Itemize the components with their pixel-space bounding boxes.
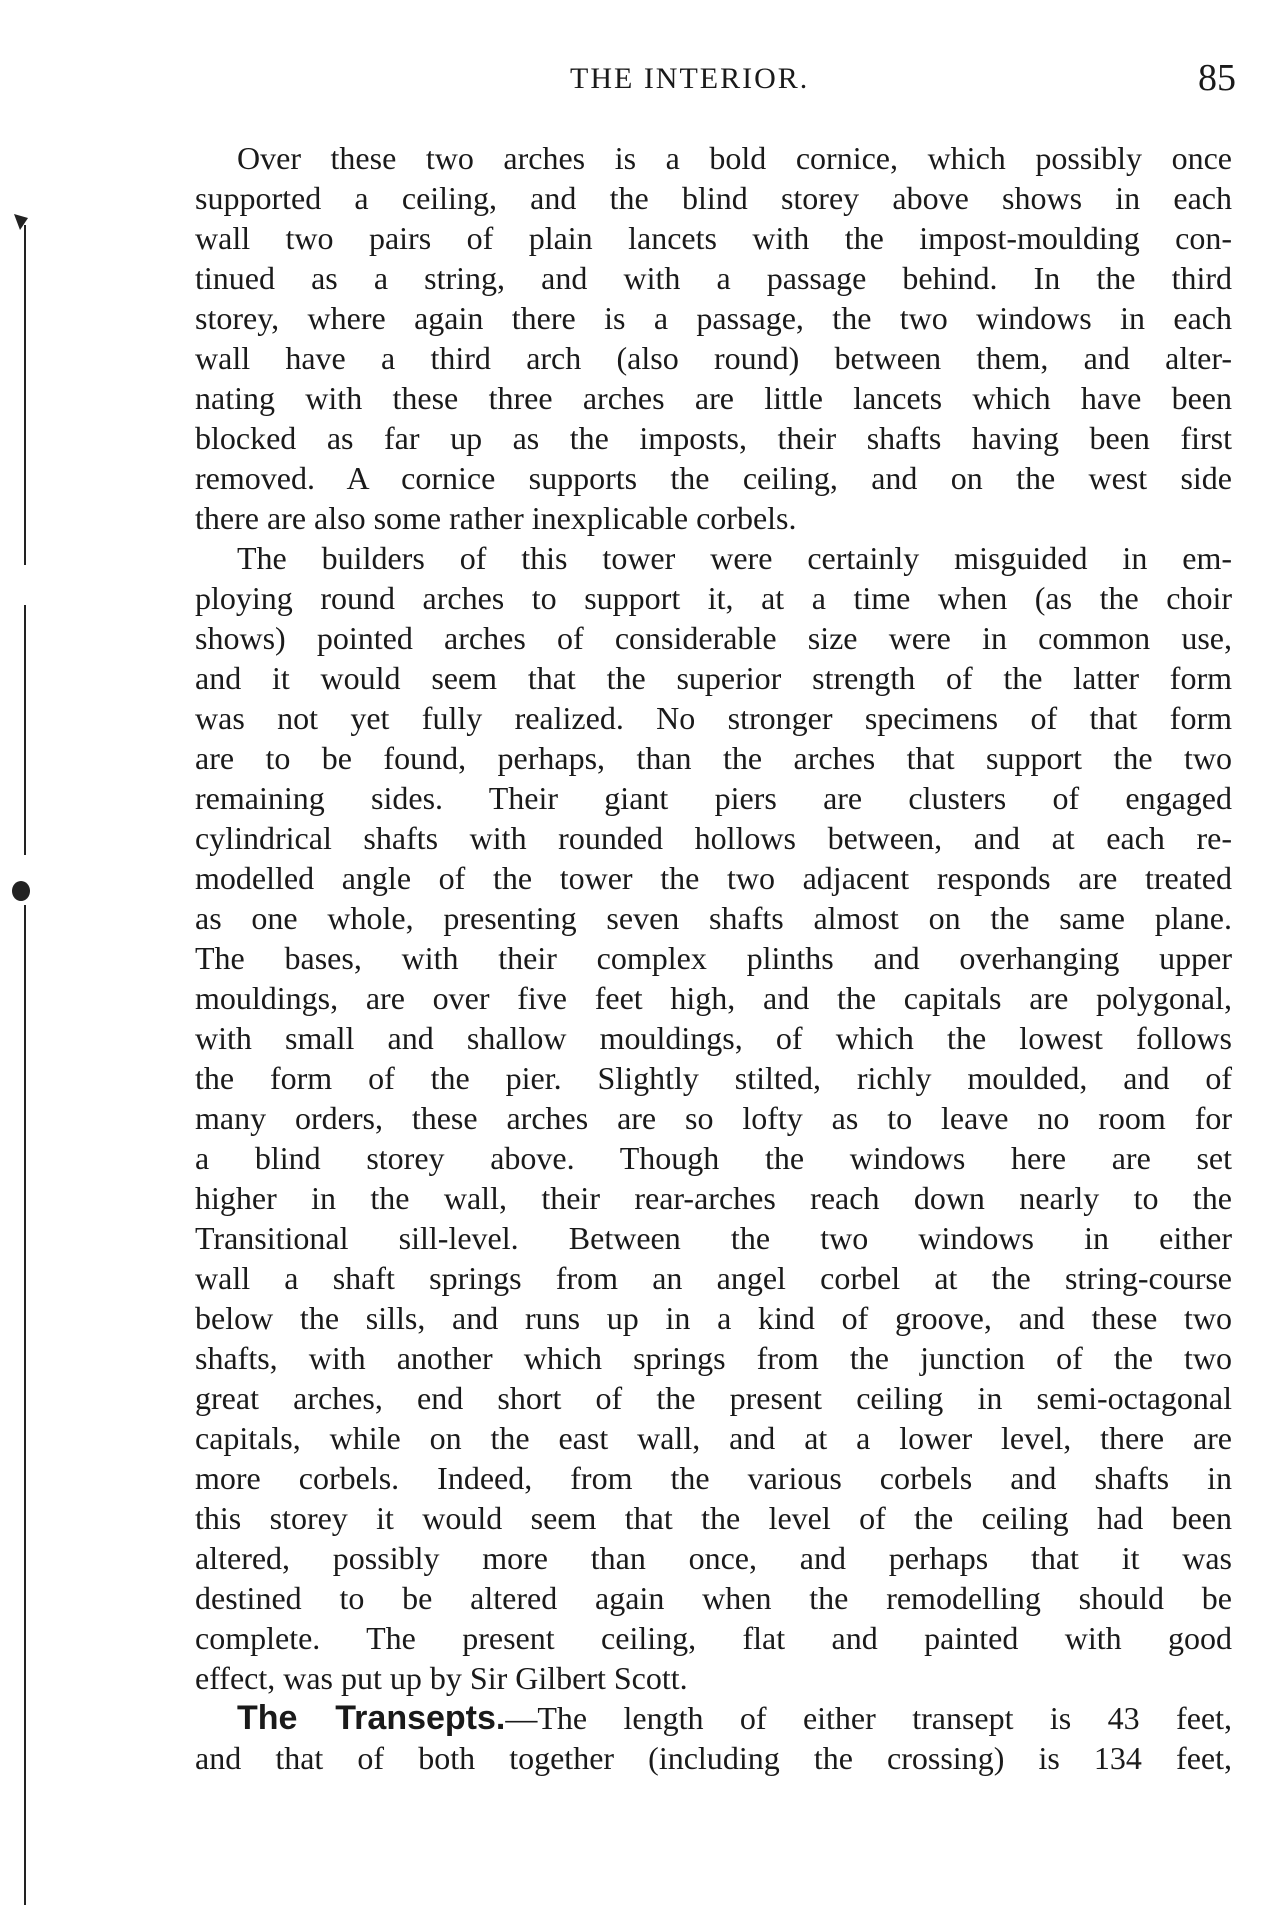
text-line: are to be found, perhaps, than the arches that support the two	[195, 740, 1232, 776]
text-line: effect, was put up by Sir Gilbert Scott.	[195, 1660, 688, 1696]
text-line: mouldings, are over five feet high, and the capitals are polygonal,	[195, 980, 1232, 1016]
binding-edge-line	[24, 605, 26, 855]
text-line: wall a shaft springs from an angel corbel at the string-course	[195, 1260, 1232, 1296]
text-line: The bases, with their complex plinths and overhanging upper	[195, 940, 1232, 976]
running-title: THE INTERIOR.	[570, 62, 810, 95]
section-first-line-text: —The length of either transept is 43 feet,	[505, 1700, 1232, 1736]
text-line: modelled angle of the tower the two adjacent responds are treated	[195, 860, 1232, 896]
text-line: The builders of this tower were certainly misguided in em-	[237, 540, 1232, 576]
binding-edge-line	[24, 225, 26, 565]
text-line: complete. The present ceiling, flat and painted with good	[195, 1620, 1232, 1656]
paragraph	[195, 538, 1232, 1698]
text-line: many orders, these arches are so lofty as to leave no room for	[195, 1100, 1232, 1136]
text-line: remaining sides. Their giant piers are clusters of engaged	[195, 780, 1232, 816]
text-line: shows) pointed arches of considerable size were in common use,	[195, 620, 1232, 656]
page-number: 85	[1198, 57, 1236, 99]
binding-edge-line	[24, 905, 26, 1905]
running-header	[0, 56, 1274, 99]
text-line: with small and shallow mouldings, of which the lowest follows	[195, 1020, 1232, 1056]
text-line: storey, where again there is a passage, the two windows in each	[195, 300, 1232, 336]
binding-stitch-mark	[10, 880, 32, 902]
text-line: below the sills, and runs up in a kind of groove, and these two	[195, 1300, 1232, 1336]
text-line: and that of both together (including the crossing) is 134 feet,	[195, 1740, 1232, 1776]
paragraph	[195, 138, 1232, 538]
text-line: destined to be altered again when the remodelling should be	[195, 1580, 1232, 1616]
text-line: as one whole, presenting seven shafts almost on the same plane.	[195, 900, 1232, 936]
binding-stitch-mark	[10, 210, 32, 232]
text-line: there are also some rather inexplicable corbels.	[195, 500, 797, 536]
text-line: great arches, end short of the present ceiling in semi-octagonal	[195, 1380, 1232, 1416]
text-line: and it would seem that the superior strength of the latter form	[195, 660, 1232, 696]
text-line: altered, possibly more than once, and perhaps that it was	[195, 1540, 1232, 1576]
section-heading: The Transepts.	[237, 1699, 506, 1737]
text-line: Over these two arches is a bold cornice, which possibly once	[237, 140, 1232, 176]
section-first-line	[195, 1698, 1232, 1738]
text-line: blocked as far up as the imposts, their shafts having been first	[195, 420, 1232, 456]
text-line: supported a ceiling, and the blind storey above shows in each	[195, 180, 1232, 216]
text-line: this storey it would seem that the level of the ceiling had been	[195, 1500, 1232, 1536]
section-transepts	[195, 1698, 1232, 1778]
text-line: ploying round arches to support it, at a time when (as the choir	[195, 580, 1232, 616]
text-line: wall have a third arch (also round) between them, and alter-	[195, 340, 1232, 376]
text-line: was not yet fully realized. No stronger specimens of that form	[195, 700, 1232, 736]
text-line: wall two pairs of plain lancets with the impost-moulding con-	[195, 220, 1232, 256]
text-line: nating with these three arches are little lancets which have been	[195, 380, 1232, 416]
text-line: tinued as a string, and with a passage behind. In the third	[195, 260, 1232, 296]
text-line: shafts, with another which springs from the junction of the two	[195, 1340, 1232, 1376]
text-line: removed. A cornice supports the ceiling, and on the west side	[195, 460, 1232, 496]
text-line: higher in the wall, their rear-arches reach down nearly to the	[195, 1180, 1232, 1216]
text-line: cylindrical shafts with rounded hollows between, and at each re-	[195, 820, 1232, 856]
text-line: more corbels. Indeed, from the various corbels and shafts in	[195, 1460, 1232, 1496]
body-text	[195, 138, 1232, 1778]
text-line: Transitional sill-level. Between the two windows in either	[195, 1220, 1232, 1256]
text-line: a blind storey above. Though the windows here are set	[195, 1140, 1232, 1176]
text-line: capitals, while on the east wall, and at a lower level, there are	[195, 1420, 1232, 1456]
text-line: the form of the pier. Slightly stilted, richly moulded, and of	[195, 1060, 1232, 1096]
